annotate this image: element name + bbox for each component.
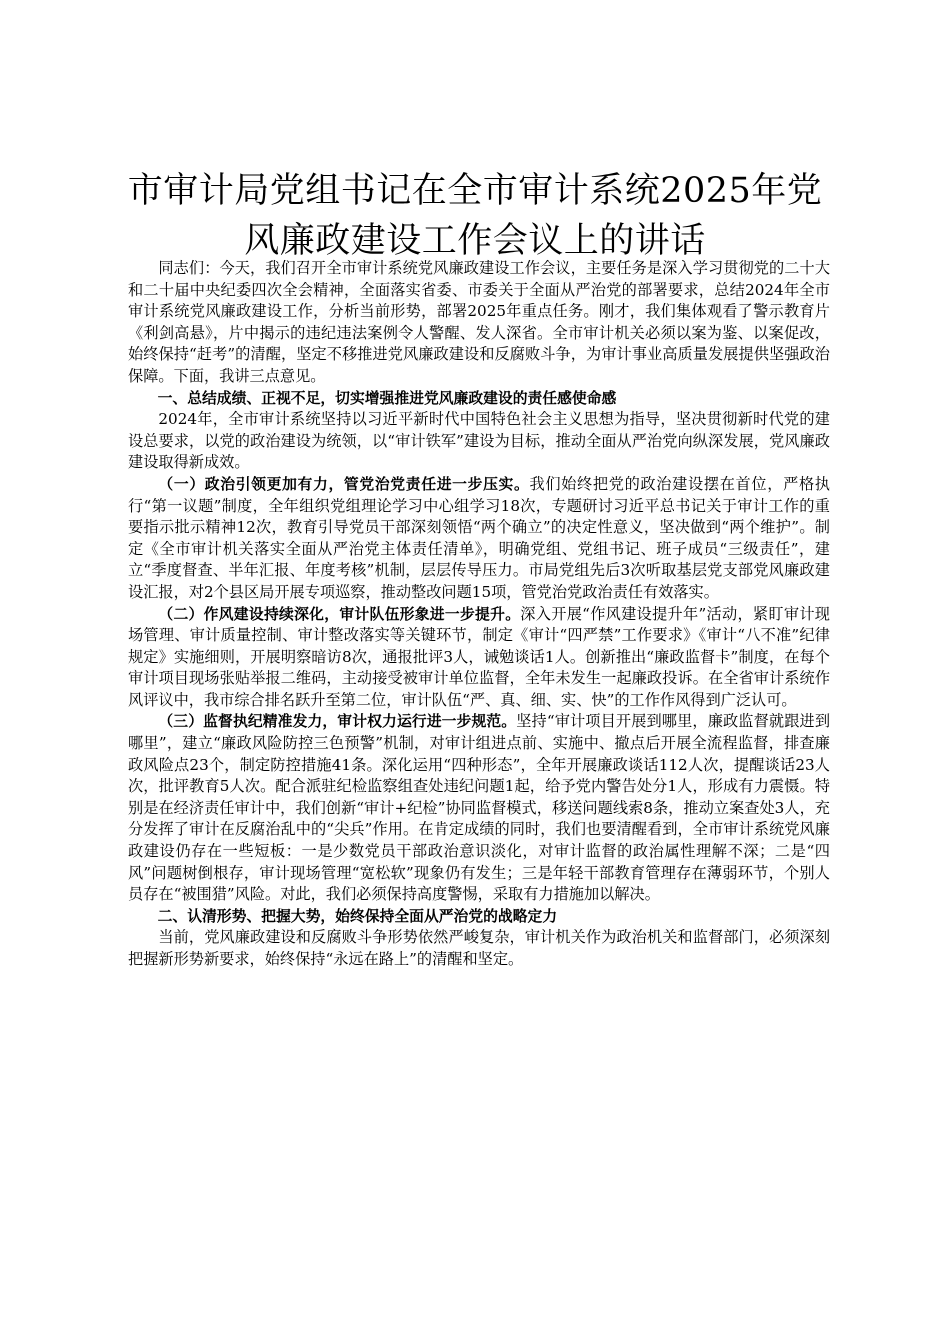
title-line-1: 市审计局党组书记在全市审计系统2025年党 [127,171,823,211]
document-body [128,258,830,971]
summary-2024-paragraph: 2024年，全市审计系统坚持以习近平新时代中国特色社会主义思想为指导，坚决贯彻新时代党的建设总要求，以党的政治建设为统领，以“审计铁军”建设为目标，推动全面从严治党向纵深发展，党风廉政建设取得新成效。 [128,410,830,472]
situation-paragraph: 当前，党风廉政建设和反腐败斗争形势依然严峻复杂，审计机关作为政治机关和监督部门，必须深刻把握新形势新要求，始终保持“永远在路上”的清醒和坚定。 [128,928,830,968]
subsection-2-lead: （二）作风建设持续深化，审计队伍形象进一步提升。 [158,605,521,623]
subsection-1-lead: （一）政治引领更加有力，管党治党责任进一步压实。 [158,475,530,493]
title-line-2: 风廉政建设工作会议上的讲话 [244,221,706,261]
subsection-1-body: 我们始终把党的政治建设摆在首位，严格执行“第一议题”制度，全年组织党组理论学习中心组学习18次，专题研讨习近平总书记关于审计工作的重要指示批示精神12次，教育引导党员干部深刻领悟“两个确立”的决定性意义，坚决做到“两个维护”。制定《全市审计机关落实全面从严治党主体责任清单》，明确党组、党组书记、班子成员“三级责任”，建立“季度督查、半年汇报、年度考核”机制，层层传导压力。市局党组先后3次听取基层党支部党风廉政建设汇报，对2个县区局开展专项巡察，推动整改问题15项，管党治党政治责任有效落实。 [128,474,830,601]
document-title [100,166,850,266]
subsection-3-lead: （三）监督执纪精准发力，审计权力运行进一步规范。 [158,713,517,731]
subsection-1-paragraph [128,474,830,604]
intro-paragraph: 同志们：今天，我们召开全市审计系统党风廉政建设工作会议，主要任务是深入学习贯彻党的二十大和二十届中央纪委四次全会精神，全面落实省委、市委关于全面从严治党的部署要求，总结2024年全市审计系统党风廉政建设工作，分析当前形势，部署2025年重点任务。刚才，我们集体观看了警示教育片《利剑高悬》，片中揭示的违纪违法案例令人警醒、发人深省。全市审计机关必须以案为鉴、以案促改，始终保持“赶考”的清醒，坚定不移推进党风廉政建设和反腐败斗争，为审计事业高质量发展提供坚强政治保障。下面，我讲三点意见。 [128,259,830,385]
section-heading-2: 二、认清形势、把握大势，始终保持全面从严治党的战略定力 [157,907,558,925]
subsection-2-body: 深入开展“作风建设提升年”活动，紧盯审计现场管理、审计质量控制、审计整改落实等关键环节，制定《审计“四严禁”工作要求》《审计“八不准”纪律规定》实施细则，开展明察暗访8次，通报批评3人，诫勉谈话1人。创新推出“廉政监督卡”制度，在每个审计项目现场张贴举报二维码，主动接受被审计单位监督，全年未发生一起廉政投诉。在全省审计系统作风评议中，我市综合排名跃升至第二位，审计队伍“严、真、细、实、快”的工作作风得到广泛认可。 [128,604,830,709]
subsection-2-paragraph [128,604,830,712]
subsection-3-paragraph [128,711,830,905]
section-heading-1: 一、总结成绩、正视不足，切实增强推进党风廉政建设的责任感使命感 [157,389,617,407]
subsection-3-body: 坚持“审计项目开展到哪里，廉政监督就跟进到哪里”，建立“廉政风险防控三色预警”机制，对审计组进点前、实施中、撤点后开展全流程监督，排查廉政风险点23个，制定防控措施41条。深化运用“四种形态”，全年开展廉政谈话112人次，提醒谈话23人次，批评教育5人次。配合派驻纪检监察组查处违纪问题1起，给予党内警告处分1人，形成有力震慑。特别是在经济责任审计中，我们创新“审计+纪检”协同监督模式，移送问题线索8条，推动立案查处3人，充分发挥了审计在反腐治乱中的“尖兵”作用。在肯定成绩的同时，我们也要清醒看到，全市审计系统党风廉政建设仍存在一些短板：一是少数党员干部政治意识淡化，对审计监督的政治属性理解不深；二是“四风”问题树倒根存，审计现场管理“宽松软”现象仍有发生；三是年轻干部教育管理存在薄弱环节，个别人员存在“被围猎”风险。对此，我们必须保持高度警惕，采取有力措施加以解决。 [128,712,831,904]
